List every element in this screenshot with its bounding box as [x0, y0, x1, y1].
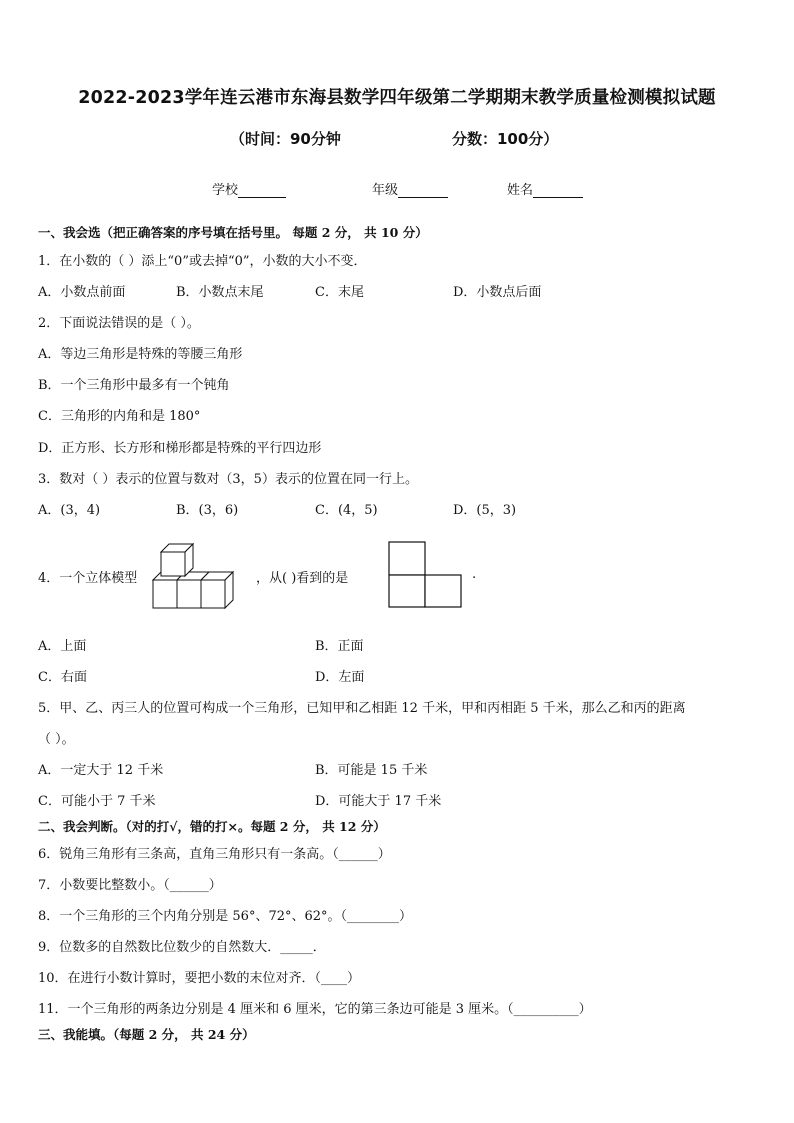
q2-option-c: C．三角形的内角和是 180° — [38, 409, 201, 424]
q5-option-d: D．可能大于 17 千米 — [315, 794, 442, 809]
section3-heading: 三、我能填。（每题 2 分， 共 24 分） — [38, 1027, 255, 1042]
exam-score: 分数：100分） — [452, 130, 559, 148]
q5-option-b: B．可能是 15 千米 — [315, 763, 428, 778]
q9: 9．位数多的自然数比位数少的自然数大．_____． — [38, 940, 326, 955]
q1-option-d: D．小数点后面 — [453, 285, 542, 300]
cube-model-figure — [150, 542, 245, 610]
q4-stem-start: 4．一个立体模型 — [38, 571, 138, 586]
q3-stem: 3．数对（ ）表示的位置与数对（3，5）表示的位置在同一行上。 — [38, 472, 418, 487]
q3-option-d: D．(5，3) — [453, 503, 517, 518]
q5-option-a: A．一定大于 12 千米 — [38, 763, 164, 778]
q4-stem-middle: ，从( )看到的是 — [256, 571, 349, 586]
q5-stem-line2: （ ）。 — [38, 732, 75, 747]
exam-title: 2022-2023学年连云港市东海县数学四年级第二学期期末教学质量检测模拟试题 — [78, 88, 716, 108]
q3-option-b: B．(3，6) — [176, 503, 239, 518]
grade-field — [372, 179, 448, 198]
q2-option-d: D．正方形、长方形和梯形都是特殊的平行四边形 — [38, 441, 322, 456]
q4-option-c: C．右面 — [38, 670, 87, 685]
q1-stem: 1．在小数的（ ）添上“0”或去掉“0”，小数的大小不变． — [38, 254, 367, 269]
q1-option-c: C．末尾 — [315, 285, 364, 300]
q6: 6．锐角三角形有三条高，直角三角形只有一条高。（______） — [38, 847, 391, 862]
q4-stem-end: . — [472, 567, 477, 582]
q2-stem: 2．下面说法错误的是（ ）。 — [38, 316, 200, 331]
q2-option-a: A．等边三角形是特殊的等腰三角形 — [38, 347, 243, 362]
name-field — [507, 179, 583, 198]
name-blank — [533, 183, 583, 198]
q8: 8．一个三角形的三个内角分别是 56°、72°、62°。（________） — [38, 909, 413, 924]
q10: 10．在进行小数计算时，要把小数的末位对齐．（____） — [38, 971, 361, 986]
q4-option-b: B．正面 — [315, 639, 364, 654]
school-label: 学校 — [212, 183, 239, 198]
section2-heading: 二、我会判断。（对的打√，错的打×。每题 2 分， 共 12 分） — [38, 819, 386, 834]
q4-option-d: D．左面 — [315, 670, 365, 685]
q1-option-b: B．小数点末尾 — [176, 285, 264, 300]
view-shape-figure — [388, 541, 464, 609]
q3-option-a: A．(3，4) — [38, 503, 101, 518]
name-label: 姓名 — [507, 183, 534, 198]
exam-time: （时间：90分钟 — [230, 130, 341, 148]
q11: 11．一个三角形的两条边分别是 4 厘米和 6 厘米，它的第三条边可能是 3 厘米。（__________） — [38, 1002, 592, 1017]
school-field — [212, 179, 286, 198]
grade-blank — [398, 183, 448, 198]
q5-option-c: C．可能小于 7 千米 — [38, 794, 156, 809]
q7: 7．小数要比整数小。（______） — [38, 878, 222, 893]
q1-option-a: A．小数点前面 — [38, 285, 126, 300]
q2-option-b: B．一个三角形中最多有一个钝角 — [38, 378, 230, 393]
school-blank — [238, 183, 286, 198]
section1-heading: 一、我会选（把正确答案的序号填在括号里。 每题 2 分， 共 10 分） — [38, 225, 428, 240]
q3-option-c: C．(4，5) — [315, 503, 378, 518]
grade-label: 年级 — [372, 183, 399, 198]
q5-stem-line1: 5．甲、乙、丙三人的位置可构成一个三角形，已知甲和乙相距 12 千米，甲和丙相距 5 千米，那么乙和丙的距离 — [38, 701, 686, 716]
q4-option-a: A．上面 — [38, 639, 87, 654]
